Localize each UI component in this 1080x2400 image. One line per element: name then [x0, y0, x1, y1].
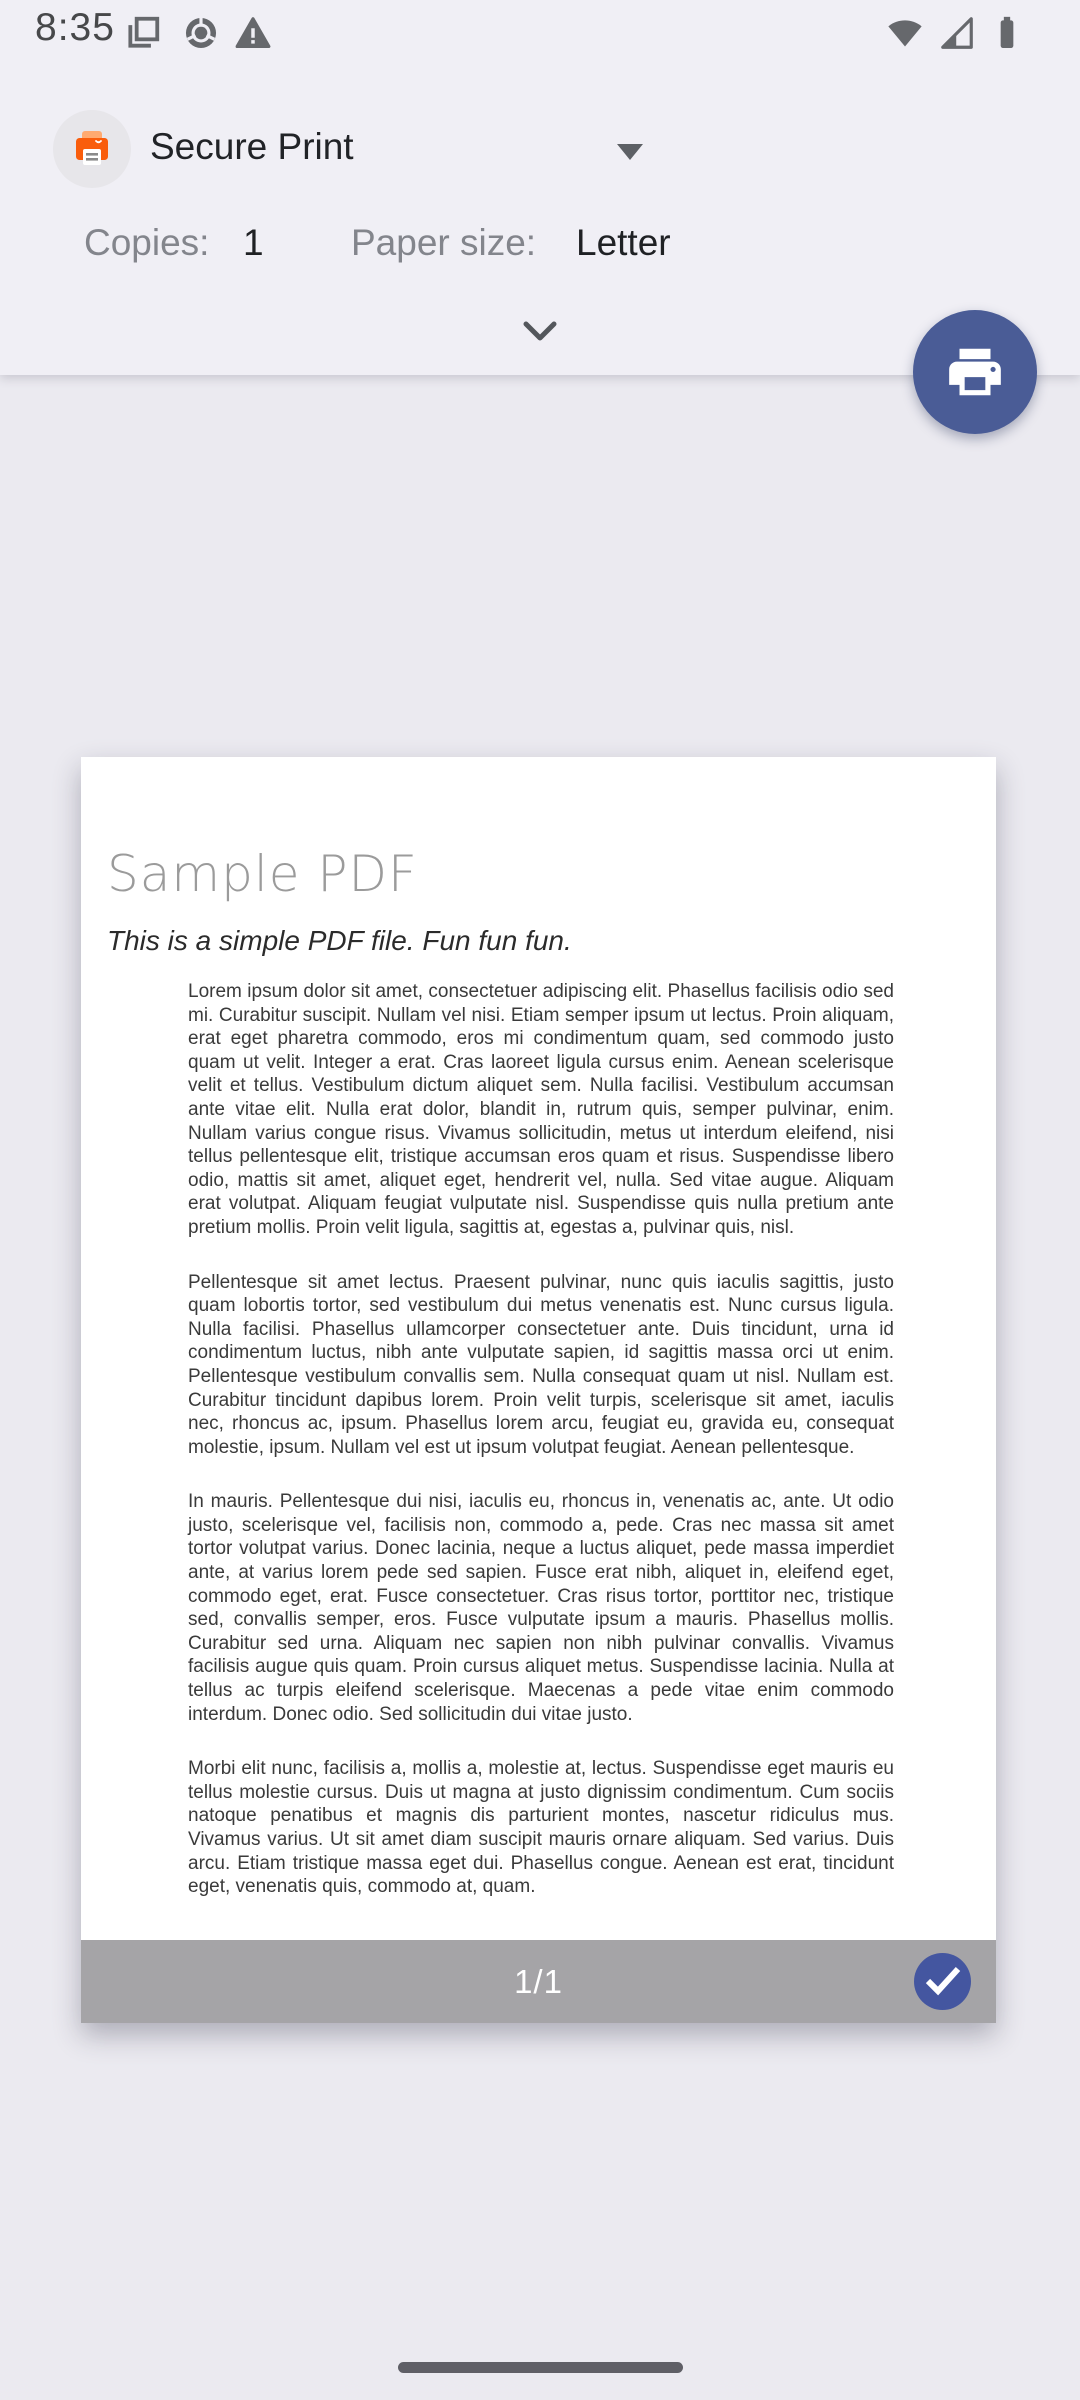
page-selected-button[interactable] [914, 1953, 971, 2010]
overlay-icon [124, 14, 162, 52]
print-icon [944, 341, 1006, 403]
document-subtitle: This is a simple PDF file. Fun fun fun. [107, 925, 572, 956]
expand-options-button[interactable] [512, 308, 568, 354]
print-options-summary [0, 222, 1080, 282]
print-header-panel [0, 0, 1080, 375]
clock: 8:35 [35, 6, 115, 49]
checkmark-icon [925, 1966, 961, 1996]
chrome-icon [182, 14, 220, 52]
paper-size-value: Letter [576, 222, 671, 263]
document-paragraph: In mauris. Pellentesque dui nisi, iaculis eu, rhoncus in, venenatis ac, ante. Ut odio justo, scelerisque vel, facilisis non, commodo a, pede. Cras nec massa sit amet tortor volutpat varius. Donec lacinia, neque a luctus aliquet, pede massa imperdiet ante, at varius lorem pede sed sapien. Fusce erat nibh, aliquet in, eleifend eget, commodo eget, erat. Fusce consectetuer. Cras risus tortor, porttitor nec, tristique sed, convallis semper, eros. Fusce vulputate ipsum a mauris. Phasellus mollis. Curabitur sed urna. Aliquam nec sapien non nibh pulvinar convallis. Vivamus facilisis augue quis quam. Proin cursus aliquet metus. Suspendisse lacinia. Nulla at tellus ac turpis eleifend scelerisque. Maecenas a pede vitae enim commodo interdum. Donec odio. Sed sollicitudin dui vitae justo. [188, 1491, 894, 1725]
printer-service-avatar [53, 110, 131, 188]
page-count: 1/1 [514, 1962, 563, 2000]
warning-icon [234, 14, 272, 52]
status-bar [0, 0, 1080, 64]
page-indicator-bar [81, 1940, 996, 2023]
printer-selector[interactable] [0, 96, 1080, 206]
battery-icon [988, 14, 1026, 52]
copies-label: Copies: [84, 222, 210, 263]
cell-signal-icon [938, 14, 976, 52]
wifi-icon [886, 14, 924, 52]
secure-print-icon [72, 129, 112, 169]
document-paragraph: Morbi elit nunc, facilisis a, mollis a, molestie at, lectus. Suspendisse eget mauris eu tellus molestie cursus. Duis ut magna at justo dignissim condimentum. Cum sociis natoque penatibus et magnis dis parturient montes, nascetur ridiculus mus. Vivamus varius. Ut sit amet diam suscipit mauris ornare aliquam. Sed varius. Duis arcu. Etiam tristique massa eget dui. Phasellus congue. Aenean est erat, tincidunt eget, venenatis quis, commodo at, quam. [188, 1758, 894, 1898]
document-title: Sample PDF [107, 845, 418, 903]
gesture-navigation-handle[interactable] [398, 2362, 683, 2373]
dropdown-caret-icon[interactable] [617, 144, 643, 160]
document-paragraph: Pellentesque sit amet lectus. Praesent pulvinar, nunc quis iaculis sagittis, justo quam lobortis tortor, sed vestibulum dui metus venenatis est. Nunc cursus ligula. Nulla facilisi. Phasellus ullamcorper consectetuer ante. Duis tincidunt, urna id condimentum luctus, nibh ante vulputate sapien, id sagittis massa orci ut enim. Pellentesque vestibulum convallis sem. Nulla consequat quam ut nisl. Nullam est. Curabitur tincidunt dapibus lorem. Proin velit turpis, scelerisque sit amet, iaculis nec, rhoncus ac, ipsum. Phasellus lorem arcu, feugiat eu, gravida eu, consequat molestie, ipsum. Nullam vel est ut ipsum volutpat feugiat. Aenean pellentesque. [188, 1271, 894, 1458]
document-body [188, 980, 894, 1930]
paper-size-label: Paper size: [351, 222, 537, 263]
document-paragraph: Lorem ipsum dolor sit amet, consectetuer adipiscing elit. Phasellus facilisis odio sed mi. Curabitur suscipit. Nullam vel nisi. Etiam semper ipsum ut lectus. Proin aliquam, erat eget pharetra commodo, eros mi condimentum quam, sed commodo justo quam ut velit. Integer a erat. Cras laoreet ligula cursus enim. Aenean scelerisque velit et tellus. Vestibulum dictum aliquet sem. Nulla facilisi. Vestibulum accumsan ante vitae elit. Nulla erat dolor, blandit in, rutrum quis, semper pulvinar, enim. Nullam varius congue risus. Vivamus sollicitudin, metus ut interdum eleifend, nisi tellus pellentesque elit, tristique accumsan eros quam et risus. Suspendisse libero odio, mattis sit amet, aliquet eget, hendrerit vel, nulla. Sed vitae augue. Aliquam erat volutpat. Aliquam feugiat vulputate nisl. Suspendisse quis nulla pretium ante pretium mollis. Proin velit ligula, sagittis at, egestas a, pulvinar quis, nisl. [188, 981, 894, 1238]
copies-value: 1 [243, 222, 264, 263]
print-button[interactable] [913, 310, 1037, 434]
printer-name: Secure Print [150, 126, 354, 167]
chevron-down-icon [522, 320, 558, 344]
